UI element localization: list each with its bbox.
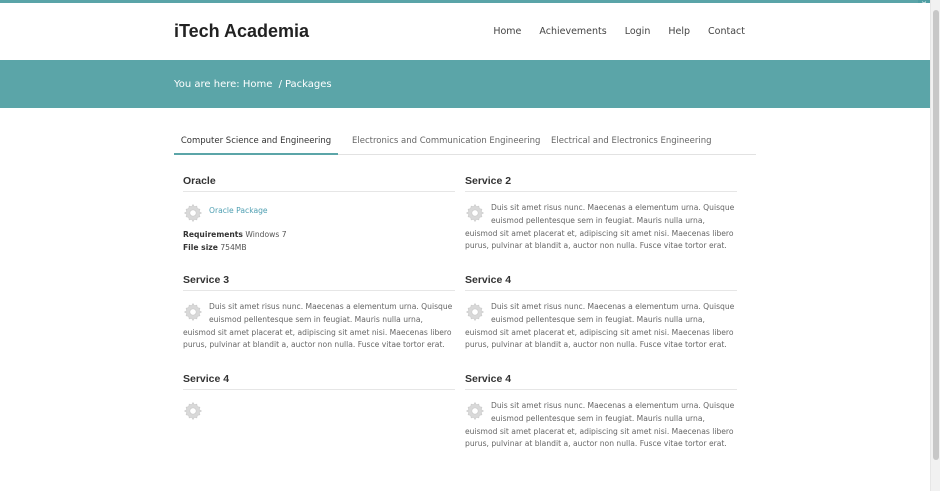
- page-banner: [0, 60, 930, 108]
- card-description: Duis sit amet risus nunc. Maecenas a elementum urna. Quisque euismod pellentesque sem in feugiat. Mauris nulla urna, euismod sit amet placerat et, adipiscing sit amet nisi. Maecenas libero purus, pulvinar at blandit a, auctor non nulla. Fusce vitae tortor erat.: [183, 302, 453, 350]
- service-card-4b: [183, 373, 455, 421]
- oracle-package-link[interactable]: Oracle Package: [209, 206, 268, 215]
- service-card-2: [465, 175, 737, 253]
- card-body: [465, 202, 737, 253]
- card-body: [465, 400, 737, 451]
- gear-icon: [183, 401, 203, 421]
- file-size-value: 754MB: [220, 242, 247, 252]
- gear-icon: [183, 302, 203, 322]
- breadcrumb-prefix: You are here:: [174, 79, 240, 90]
- nav-login[interactable]: Login: [624, 26, 651, 37]
- card-body: [183, 202, 455, 255]
- site-header: [0, 3, 930, 60]
- requirements-value: Windows 7: [245, 230, 287, 239]
- card-body: [183, 301, 455, 352]
- tab-electronics-communication[interactable]: Electronics and Communication Engineering: [352, 136, 541, 146]
- nav-help[interactable]: Help: [668, 26, 691, 37]
- package-meta: [183, 223, 455, 255]
- file-size-row: [183, 242, 455, 255]
- card-title: Service 4: [183, 373, 455, 390]
- tab-electrical-electronics[interactable]: Electrical and Electronics Engineering: [551, 136, 712, 146]
- tab-computer-science[interactable]: Computer Science and Engineering: [174, 128, 338, 155]
- card-body: [465, 301, 737, 352]
- file-size-label: File size: [183, 242, 218, 252]
- nav-contact[interactable]: Contact: [708, 26, 745, 37]
- card-description: Duis sit amet risus nunc. Maecenas a elementum urna. Quisque euismod pellentesque sem in feugiat. Mauris nulla urna, euismod sit amet placerat et, adipiscing sit amet nisi. Maecenas libero purus, pulvinar at blandit a, auctor non nulla. Fusce vitae tortor erat.: [465, 203, 735, 251]
- service-card-4c: [465, 373, 737, 451]
- scrollbar-thumb[interactable]: [933, 10, 939, 460]
- nav-home[interactable]: Home: [493, 26, 522, 37]
- card-title: Service 2: [465, 175, 737, 192]
- service-card-4a: [465, 274, 737, 352]
- department-tabs: [174, 128, 756, 155]
- main-nav: [475, 26, 745, 37]
- gear-icon: [465, 401, 485, 421]
- card-description: Duis sit amet risus nunc. Maecenas a elementum urna. Quisque euismod pellentesque sem in feugiat. Mauris nulla urna, euismod sit amet placerat et, adipiscing sit amet nisi. Maecenas libero purus, pulvinar at blandit a, auctor non nulla. Fusce vitae tortor erat.: [465, 401, 735, 449]
- gear-icon: [183, 203, 203, 223]
- card-title: Service 4: [465, 274, 737, 291]
- requirements-label: Requirements: [183, 230, 243, 239]
- card-title: Oracle: [183, 175, 455, 192]
- service-card-3: [183, 274, 455, 352]
- scrollbar[interactable]: [930, 0, 940, 491]
- nav-achievements[interactable]: Achievements: [539, 26, 607, 37]
- card-description: Duis sit amet risus nunc. Maecenas a elementum urna. Quisque euismod pellentesque sem in feugiat. Mauris nulla urna, euismod sit amet placerat et, adipiscing sit amet nisi. Maecenas libero purus, pulvinar at blandit a, auctor non nulla. Fusce vitae tortor erat.: [465, 302, 735, 350]
- site-logo[interactable]: iTech Academia: [174, 21, 310, 41]
- card-title: Service 3: [183, 274, 455, 291]
- gear-icon: [465, 203, 485, 223]
- breadcrumb: [174, 79, 332, 90]
- breadcrumb-separator: /: [278, 79, 282, 90]
- card-title: Service 4: [465, 373, 737, 390]
- breadcrumb-home-link[interactable]: Home: [242, 79, 273, 90]
- package-card-oracle: [183, 175, 455, 255]
- gear-icon: [465, 302, 485, 322]
- requirements-row: [183, 229, 455, 242]
- breadcrumb-current: Packages: [284, 79, 332, 90]
